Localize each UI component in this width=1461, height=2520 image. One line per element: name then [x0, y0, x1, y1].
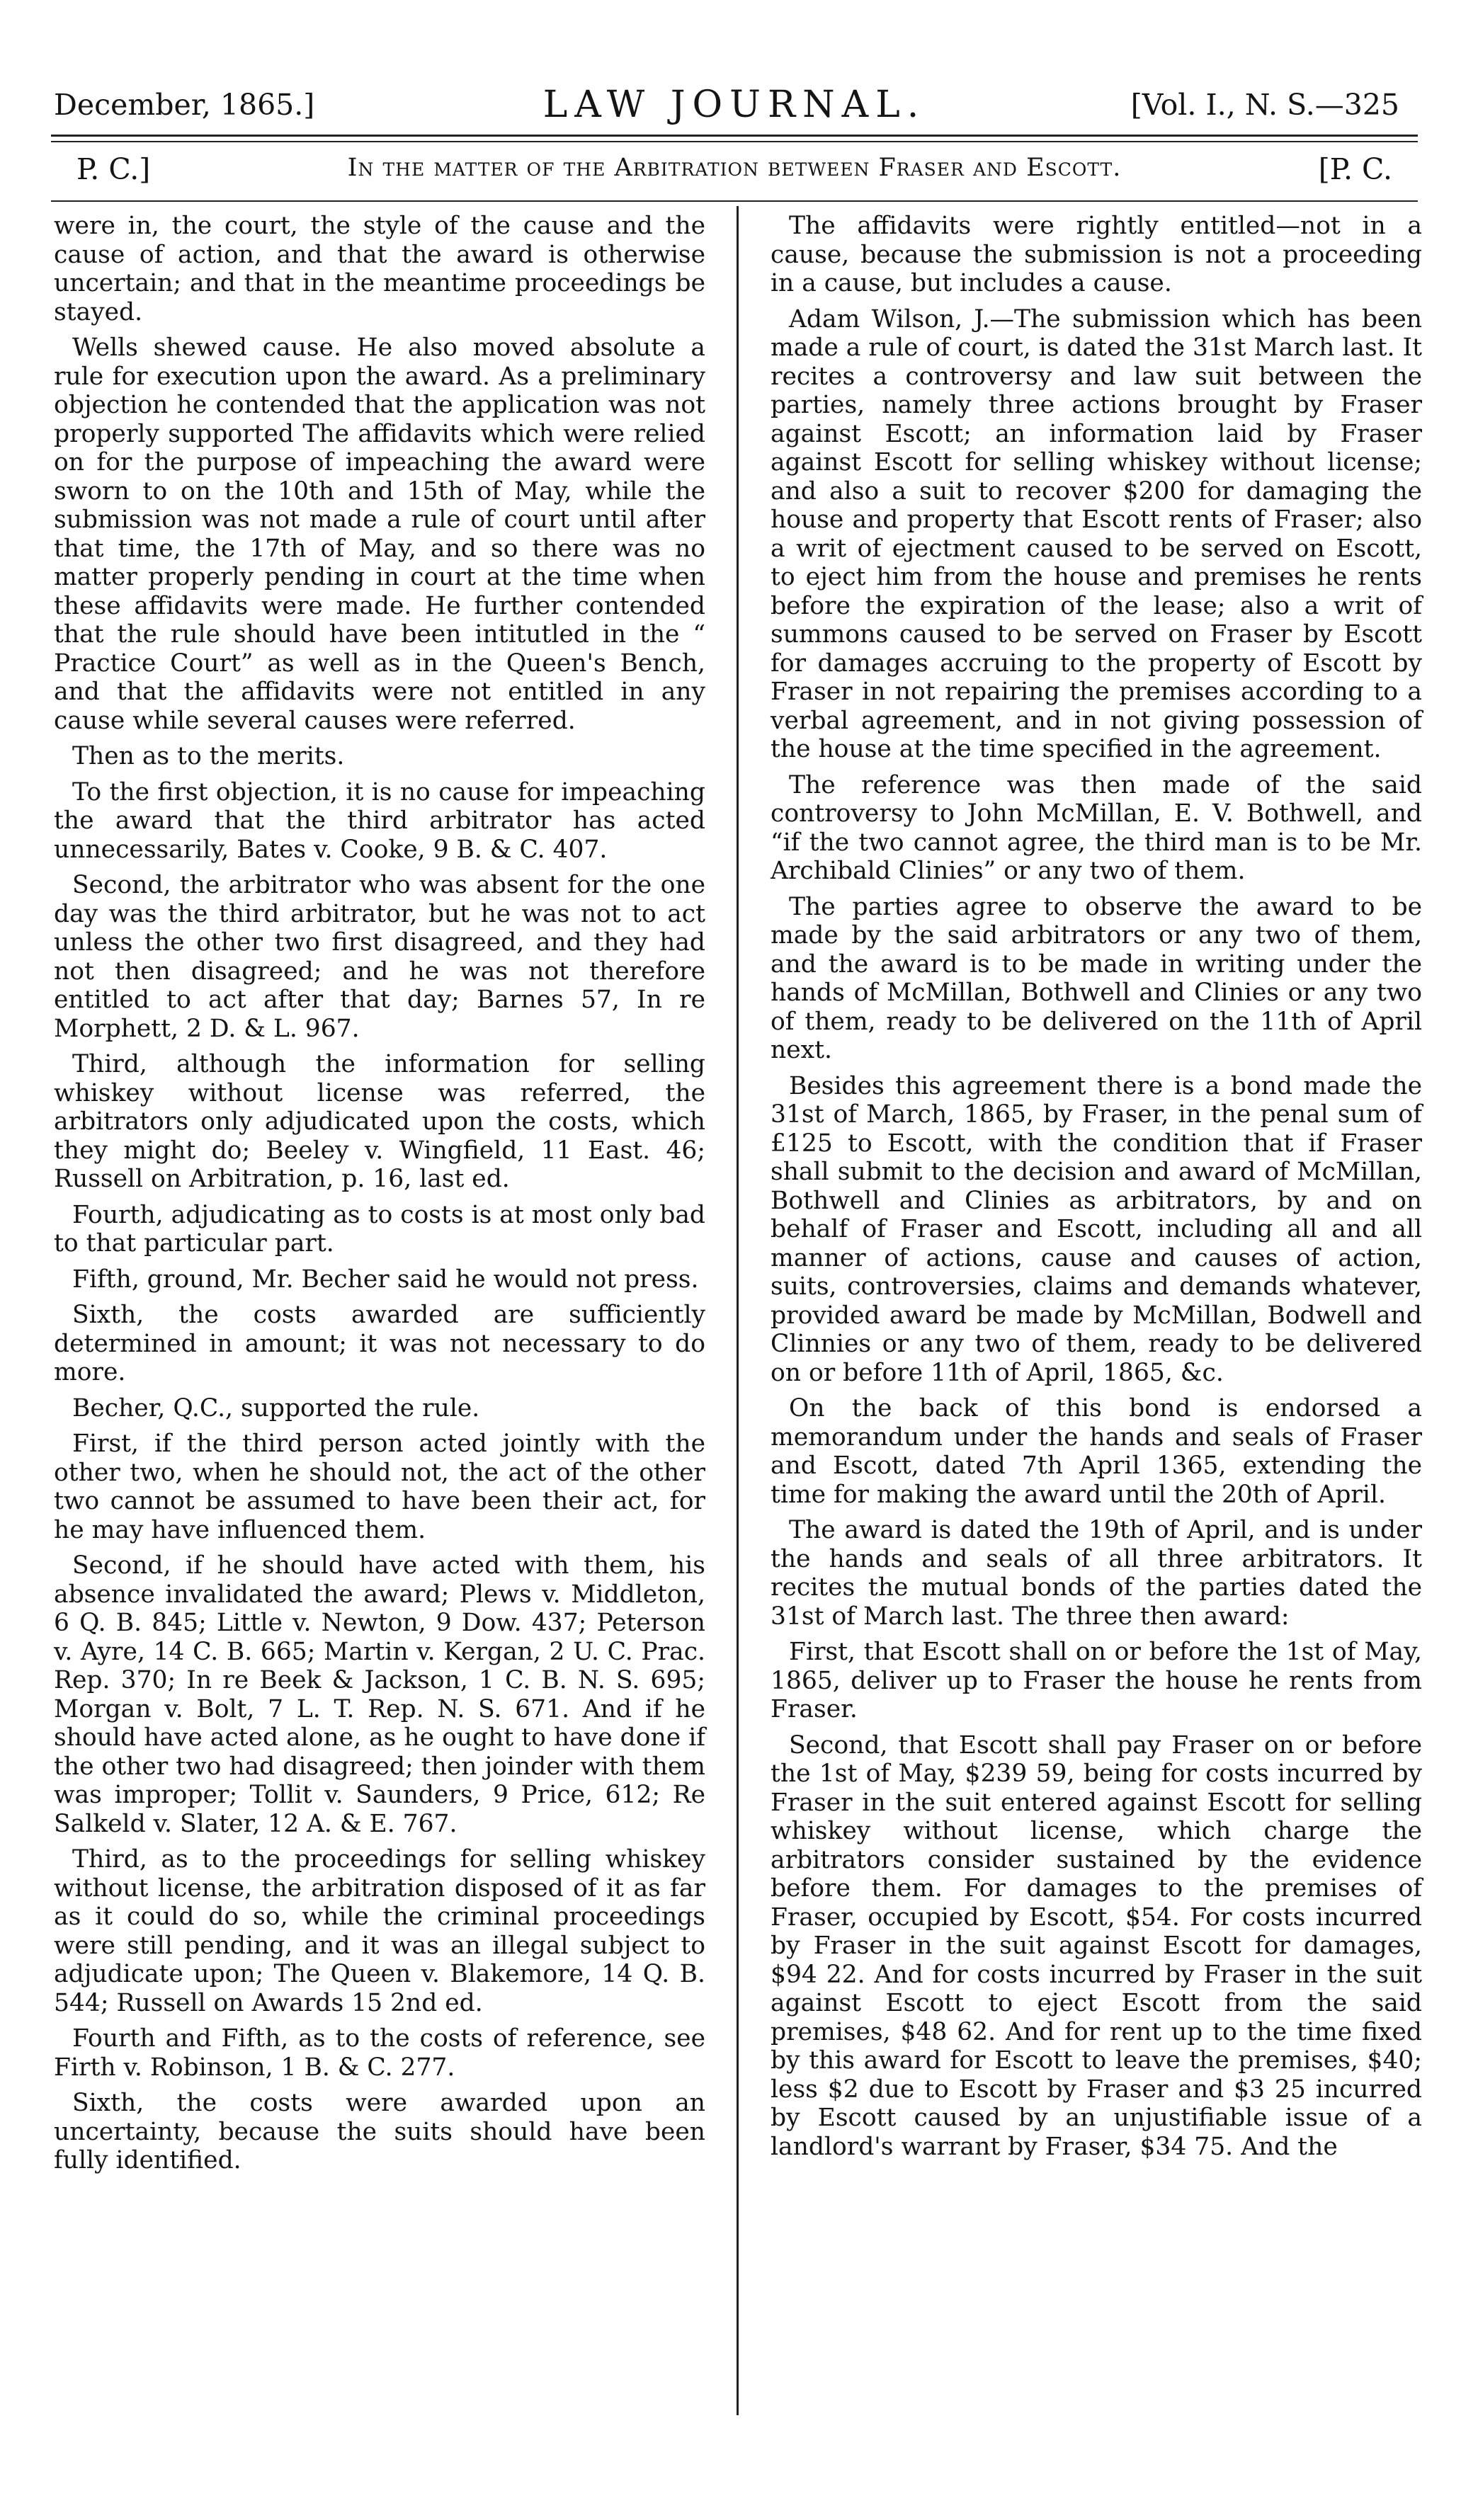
body-columns [48, 202, 1421, 2468]
paragraph: Second, the arbitrator who was absent for the one day was the third arbitrator, but he was not to act unless the other two first disagreed, and they had not then disagreed; and he was not therefore entitled to act after that day; Barnes 57, In re Morphett, 2 D. & L. 967. [54, 871, 705, 1043]
running-header [48, 78, 1421, 135]
paragraph: To the first objection, it is no cause for impeaching the award that the third arbitrator has acted unnecessarily, Bates v. Cooke, 9 B. & C. 407. [54, 777, 705, 864]
paragraph: First, that Escott shall on or before the 1st of May, 1865, deliver up to Fraser the house he rents from Fraser. [771, 1638, 1422, 1723]
paragraph: Besides this agreement there is a bond made the 31st of March, 1865, by Fraser, in the penal sum of £125 to Escott, with the condition that if Fraser shall submit to the decision and award of McMillan, Bothwell and Clinies as arbitrators, by and on behalf of Fraser and Escott, including all and all manner of actions, cause and causes of action, suits, controversies, claims and demands whatever, provided award be made by McMillan, Bodwell and Clinnies or any two of them, ready to be delivered on or before 11th of April, 1865, &c. [771, 1071, 1422, 1387]
right-column [771, 212, 1422, 2168]
column-divider [737, 206, 739, 2415]
header-date: December, 1865.] [54, 88, 315, 122]
paragraph: Fourth, adjudicating as to costs is at most only bad to that particular part. [54, 1200, 705, 1258]
paragraph: Second, if he should have acted with them, his absence invalidated the award; Plews v. Middleton, 6 Q. B. 845; Little v. Newton, 9 Dow. 437; Peterson v. Ayre, 14 C. B. 665; Martin v. Kergan, 2 U. C. Prac. Rep. 370; In re Beek & Jackson, 1 C. B. N. S. 695; Morgan v. Bolt, 7 L. T. Rep. N. S. 671. And if he should have acted alone, as he ought to have done if the other two had disagreed; then joinder with them was improper; Tollit v. Saunders, 9 Price, 612; Re Salkeld v. Slater, 12 A. & E. 767. [54, 1551, 705, 1838]
header-double-rule [51, 135, 1418, 142]
case-header [48, 142, 1421, 200]
paragraph: The award is dated the 19th of April, and is under the hands and seals of all three arbitrators. It recites the mutual bonds of the parties dated the 31st of March last. The three then award: [771, 1516, 1422, 1631]
paragraph: The parties agree to observe the award to be made by the said arbitrators or any two of them, and the award is to be made in writing under the hands of McMillan, Bothwell and Clinies or any two of them, ready to be delivered on the 11th of April next. [771, 892, 1422, 1064]
header-journal-title: LAW JOURNAL. [542, 84, 926, 126]
paragraph: Sixth, the costs awarded are sufficiently determined in amount; it was not necessary to do more. [54, 1301, 705, 1386]
paragraph: The affidavits were rightly entitled—not in a cause, because the submission is not a proceeding in a cause, but includes a cause. [771, 212, 1422, 297]
paragraph: Sixth, the costs were awarded upon an uncertainty, because the suits should have been fully identified. [54, 2089, 705, 2174]
paragraph: The reference was then made of the said controversy to John McMillan, E. V. Bothwell, and “if the two cannot agree, the third man is to be Mr. Archibald Clinies” or any two of them. [771, 770, 1422, 885]
paragraph: Wells shewed cause. He also moved absolute a rule for execution upon the award. As a preliminary objection he contended that the application was not properly supported The affidavits which were relied on for the purpose of impeaching the award were sworn to on the 10th and 15th of May, while the submission was not made a rule of court until after that time, the 17th of May, and so there was no matter properly pending in court at the time when these affidavits were made. He further contended that the rule should have been intitutled in the “ Practice Court” as well as in the Queen's Bench, and that the affidavits were not entitled in any cause while several causes were referred. [54, 333, 705, 735]
paragraph: Fifth, ground, Mr. Becher said he would not press. [72, 1265, 699, 1294]
paragraph: Fourth and Fifth, as to the costs of reference, see Firth v. Robinson, 1 B. & C. 277. [54, 2024, 705, 2082]
court-right: [P. C. [1318, 152, 1392, 186]
header-volume: [Vol. I., N. S.—325 [1130, 88, 1399, 122]
paragraph: Third, although the information for selling whiskey without license was referred, the arbitrators only adjudicated upon the costs, which they might do; Beeley v. Wingfield, 11 East. 46; Russell on Arbitration, p. 16, last ed. [54, 1050, 705, 1193]
paragraph: On the back of this bond is endorsed a memorandum under the hands and seals of Fraser and Escott, dated 7th April 1365, extending the time for making the award until the 20th of April. [771, 1394, 1422, 1509]
left-column [54, 212, 705, 2182]
paragraph: were in, the court, the style of the cause and the cause of action, and that the award is otherwise uncertain; and that in the meantime proceedings be stayed. [54, 212, 705, 326]
paragraph: Becher, Q.C., supported the rule. [72, 1393, 480, 1423]
paragraph: First, if the third person acted jointly with the other two, when he should not, the act of the other two cannot be assumed to have been their act, for he may have influenced them. [54, 1430, 705, 1544]
case-title: In the matter of the Arbitration between Fraser and Escott. [347, 154, 1122, 182]
paragraph: Third, as to the proceedings for selling whiskey without license, the arbitration disposed of it as far as it could do so, while the criminal proceedings were still pending, and it was an illegal subject to adjudicate upon; The Queen v. Blakemore, 14 Q. B. 544; Russell on Awards 15 2nd ed. [54, 1845, 705, 2017]
journal-page [48, 78, 1421, 2468]
paragraph: Adam Wilson, J.—The submission which has been made a rule of court, is dated the 31st March last. It recites a controversy and law suit between the parties, namely three actions brought by Fraser against Escott; an information laid by Fraser against Escott for selling whiskey without license; and also a suit to recover $200 for damaging the house and property that Escott rents of Fraser; also a writ of ejectment caused to be served on Escott, to eject him from the house and premises he rents before the expiration of the lease; also a writ of summons caused to be served on Fraser by Escott for damages accruing to the property of Escott by Fraser in not repairing the premises according to a verbal agreement, and in not giving possession of the house at the time specified in the agreement. [771, 304, 1422, 763]
court-left: P. C.] [76, 152, 151, 186]
paragraph: Then as to the merits. [72, 742, 345, 770]
paragraph: Second, that Escott shall pay Fraser on or before the 1st of May, $239 59, being for costs incurred by Fraser in the suit entered against Escott for selling whiskey without license, which charge the arbitrators consider sustained by the evidence before them. For damages to the premises of Fraser, occupied by Escott, $54. For costs incurred by Fraser in the suit against Escott for damages, $94 22. And for costs incurred by Fraser in the suit against Escott to eject Escott from the said premises, $48 62. And for rent up to the time fixed by this award for Escott to leave the premises, $40; less $2 due to Escott by Fraser and $3 25 incurred by Escott caused by an unjustifiable issue of a landlord's warrant by Fraser, $34 75. And the [771, 1731, 1422, 2161]
